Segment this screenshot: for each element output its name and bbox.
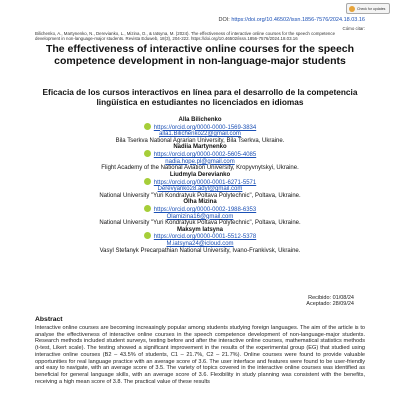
abstract-heading: Abstract xyxy=(35,316,63,323)
orcid-icon xyxy=(144,178,151,185)
orcid-link[interactable]: https://orcid.org/0000-0002-1988-6353 xyxy=(153,207,257,214)
received-date: Recibido: 01/08/24 xyxy=(308,295,354,301)
author-entry xyxy=(35,199,365,226)
author-email[interactable]: M.iatsyna24@icloud.com xyxy=(166,241,234,248)
paper-title: The effectiveness of interactive online courses for the speech competence development in non-language-major students xyxy=(45,43,355,67)
author-name: Liudmyla Derevianko xyxy=(169,171,231,178)
author-email[interactable]: nadia.hope.pl@gmail.com xyxy=(165,158,235,165)
author-list xyxy=(35,117,365,254)
abstract-body: Interactive online courses are becoming increasingly popular among students studying foreign languages. The aim of the article is to analyse the effectiveness of interactive online courses in the speech competence development of non-language-major students. Research methods included student surveys, testing before and after the interactive online courses, mathematical statistics methods (t-test, Likert scale). The testing showed a significant improvement in the results of the experimental group (EG) that studied using interactive online courses (B2 – 43.5% of students, C1 – 21.7%, C2 – 21.7%). Online courses were found to provide valuable opportunities for real language practice with an average score of 3.6. The user interface and features were found to be user-friendly and easy to navigate, with an average score of 3.5. The variety of topics covered in the interactive online courses was identified as beneficial for general language skills, with an average score of 3.6. Flexibility in study planning was consistent with the benefits, receiving a high mean score of 3.8. The practical value of these results xyxy=(35,325,365,385)
orcid-icon xyxy=(144,232,151,239)
orcid-link[interactable]: https://orcid.org/0000-0002-5605-4085 xyxy=(153,152,257,159)
orcid-link[interactable]: https://orcid.org/0000-0000-1569-3834 xyxy=(153,124,257,131)
author-affiliation: National University "Yuri Kondratyuk Poltava Polytechnic", Poltava, Ukraine. xyxy=(99,220,301,227)
cite-label: Cómo citar: xyxy=(342,26,365,31)
author-affiliation: Flight Academy of the National Aviation University, Kropyvnytskyi, Ukraine. xyxy=(101,165,299,172)
orcid-icon xyxy=(144,150,151,157)
author-email[interactable]: Olamizina16@gmail.com xyxy=(166,213,234,220)
author-name: Nadiia Martynenko xyxy=(173,144,227,151)
author-email[interactable]: Derevyanko28.adyl@gmail.com xyxy=(157,186,243,193)
accepted-date: Aceptado: 28/09/24 xyxy=(306,301,354,308)
author-affiliation: Vasyl Stefanyk Precarpathian National University, Ivano-Frankivsk, Ukraine. xyxy=(99,247,301,254)
doi-block xyxy=(219,17,365,23)
updates-icon xyxy=(349,6,355,12)
author-entry xyxy=(35,144,365,171)
citation-block xyxy=(35,26,365,42)
orcid-icon xyxy=(144,205,151,212)
check-for-updates-label: Check for updates xyxy=(357,6,386,11)
paper-subtitle: Eficacia de los cursos interactivos en línea para el desarrollo de la competencia lingüística en estudiantes no licenciados en idiomas xyxy=(42,87,358,107)
doi-link[interactable]: https://doi.org/10.46502/issn.1856-7576/2024.18.03.16 xyxy=(231,17,365,23)
author-entry xyxy=(35,227,365,254)
author-name: Olha Mizina xyxy=(183,199,217,206)
author-entry xyxy=(35,172,365,199)
author-email[interactable]: alla1.Bilichenko22@gmail.com xyxy=(159,131,241,138)
orcid-link[interactable]: https://orcid.org/0000-0001-6271-5571 xyxy=(153,179,257,186)
check-for-updates-badge[interactable] xyxy=(346,3,390,14)
author-affiliation: Bila Tserkva National Agrarian University, Bila Tserkva, Ukraine. xyxy=(115,137,285,144)
author-entry xyxy=(35,117,365,144)
orcid-icon xyxy=(144,123,151,130)
orcid-link[interactable]: https://orcid.org/0000-0001-5512-5378 xyxy=(153,234,257,241)
dates-block xyxy=(306,295,354,307)
doi-line xyxy=(219,17,365,23)
doi-prefix: DOI: xyxy=(218,17,232,23)
author-affiliation: National University "Yuri Kondratyuk Poltava Polytechnic", Poltava, Ukraine. xyxy=(99,192,301,199)
author-name: Alla Bilichenko xyxy=(178,117,222,123)
citation-line-1: Bilichenko, A., Martynenko, N., Derevianko, L., Mizina, O., & Iatsyna, M. (2024). The effectiveness of interactive online courses for the speech competence xyxy=(35,31,336,37)
author-name: Maksym Iatsyna xyxy=(176,226,224,233)
citation-line-2: development in non-language-major students. Revista Eduweb, 18(3), 204-222. https://doi.org/10.46502/issn.1856-7576/2024.18.03.16 xyxy=(35,36,298,42)
